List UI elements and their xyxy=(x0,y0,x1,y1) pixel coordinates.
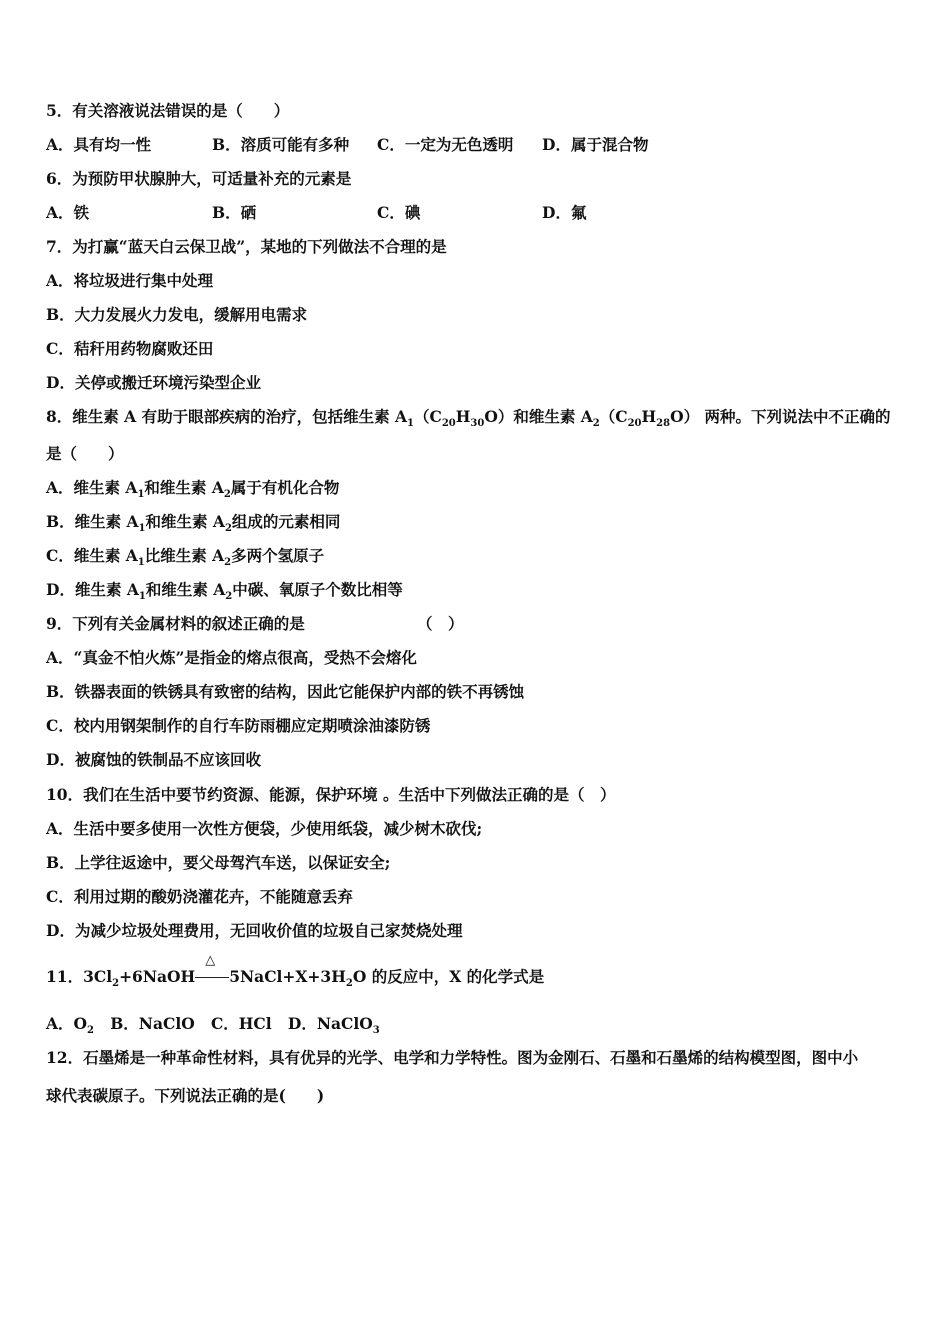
q6-option-d: D．氟 xyxy=(542,203,587,222)
q5-option-b: B．溶质可能有多种 xyxy=(212,135,350,154)
q5-option-c: C．一定为无色透明 xyxy=(377,135,514,154)
q10-option-d: D．为减少垃圾处理费用，无回收价值的垃圾自己家焚烧处理 xyxy=(46,921,463,940)
reaction-condition-heat xyxy=(195,953,229,988)
q11-equation: 11．$3Cl_2+6NaOH$ △ $5NaCl+X+3H_2O$ 的反应中，X 的化学式是 xyxy=(46,966,544,995)
q10-option-b: B．上学往返途中，要父母驾汽车送，以保证安全; xyxy=(46,853,391,872)
q12-stem-line1: 12．石墨烯是一种革命性材料，具有优异的光学、电学和力学特性。图为金刚石、石墨和石墨烯的结构模型图，图中小 xyxy=(46,1048,859,1067)
reaction-arrow-line xyxy=(195,977,229,978)
q5-option-a: A．具有均一性 xyxy=(46,135,152,154)
q6-option-c: C．碘 xyxy=(377,203,421,222)
q10-option-c: C．利用过期的酸奶浇灌花卉，不能随意丢弃 xyxy=(46,887,353,906)
q11-options: A．$O_2$ B．NaClO C．HCl D．NaClO$_3$ xyxy=(46,1014,380,1037)
q9-option-d: D．被腐蚀的铁制品不应该回收 xyxy=(46,750,261,769)
q7-option-c: C．秸秆用药物腐败还田 xyxy=(46,339,214,358)
q6-option-a: A．铁 xyxy=(46,203,90,222)
q8-stem-line2: 是（ ） xyxy=(46,444,124,463)
q10-option-a: A．生活中要多使用一次性方便袋，少使用纸袋，减少树木砍伐; xyxy=(46,819,483,838)
q5-stem: 5．有关溶液说法错误的是（ ） xyxy=(46,101,290,120)
q10-stem: 10．我们在生活中要节约资源、能源，保护环境 。生活中下列做法正确的是（ ） xyxy=(46,785,616,804)
q7-option-b: B．大力发展火力发电，缓解用电需求 xyxy=(46,305,308,324)
q8-option-b: B．维生素 $A_1$和维生素 $A_2$组成的元素相同 xyxy=(46,512,341,535)
q6-stem: 6．为预防甲状腺肿大，可适量补充的元素是 xyxy=(46,169,352,188)
q12-stem-line2: 球代表碳原子。下列说法正确的是( ) xyxy=(46,1086,325,1105)
q9-option-c: C．校内用钢架制作的自行车防雨棚应定期喷涂油漆防锈 xyxy=(46,716,431,735)
q9-stem: 9．下列有关金属材料的叙述正确的是 xyxy=(46,614,305,633)
q6-option-b: B．硒 xyxy=(212,203,257,222)
q8-option-a: A．维生素 $A_1$和维生素 $A_2$属于有机化合物 xyxy=(46,478,340,501)
q7-stem: 7．为打赢“蓝天白云保卫战”，某地的下列做法不合理的是 xyxy=(46,237,447,256)
q8-option-d: D．维生素 $A_1$和维生素 $A_2$中碳、氧原子个数比相等 xyxy=(46,580,403,603)
q7-option-a: A．将垃圾进行集中处理 xyxy=(46,271,214,290)
q8-stem-line1: 8．维生素 A 有助于眼部疾病的治疗，包括维生素 $A_1(C_{20}H_{30}O)$和维生素 $A_2(C_{20}H_{28}O)$ 两种。下列说法中不正确的 xyxy=(46,407,891,430)
q5-option-d: D．属于混合物 xyxy=(542,135,649,154)
q9-option-b: B．铁器表面的铁锈具有致密的结构，因此它能保护内部的铁不再锈蚀 xyxy=(46,682,525,701)
q9-answer-paren: （ ） xyxy=(417,614,464,633)
q7-option-d: D．关停或搬迁环境污染型企业 xyxy=(46,373,261,392)
q9-option-a: A．“真金不怕火炼”是指金的熔点很高，受热不会熔化 xyxy=(46,648,417,667)
heat-triangle-icon: △ xyxy=(205,953,216,968)
q8-option-c: C．维生素 $A_1$比维生素 $A_2$多两个氢原子 xyxy=(46,546,325,569)
